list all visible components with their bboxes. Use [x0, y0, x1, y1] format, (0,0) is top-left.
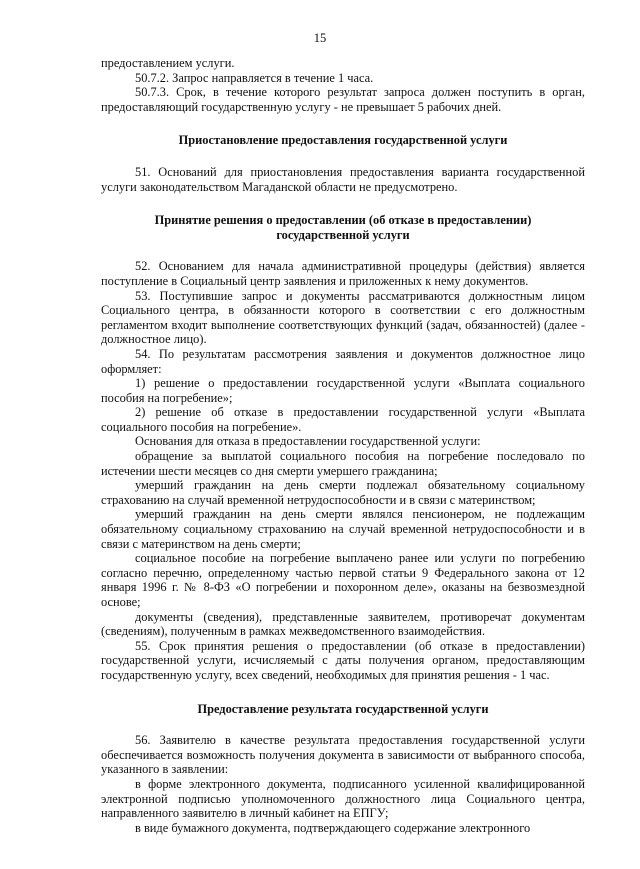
paragraph-55: 55. Срок принятия решения о предоставлении (об отказе в предоставлении) государственной услуги, исчисляемый с даты получения органом, предоставляющим государственную услугу, всех сведений, необходимых для принятия решения - 1 час.	[101, 638, 585, 682]
heading-result: Предоставление результата государственной услуги	[197, 701, 489, 716]
paragraph-56-item-2: в виде бумажного документа, подтверждающего содержание электронного	[135, 820, 531, 835]
paragraph-ground-1: обращение за выплатой социального пособия на погребение последовало по истечении шести месяцев со дня смерти умершего гражданина;	[101, 449, 585, 478]
paragraph-50-7-2: 50.7.2. Запрос направляется в течение 1 часа.	[135, 70, 374, 85]
paragraph-54-item-1: 1) решение о предоставлении государственной услуги «Выплата социального пособия на погребение»;	[101, 376, 585, 405]
paragraph-refusal-grounds: Основания для отказа в предоставлении государственной услуги:	[135, 434, 481, 449]
paragraph-ground-4: социальное пособие на погребение выплачено ранее или услуги по погребению согласно перечню, определенному частью первой статьи 9 Федерального закона от 12 января 1996 г. № 8-ФЗ «О погребении и похоронном деле», оказаны на безвозмездной основе;	[101, 551, 585, 609]
paragraph-54-item-2: 2) решение об отказе в предоставлении государственной услуги «Выплата социального пособия на погребение».	[101, 405, 585, 434]
paragraph-ground-5: документы (сведения), представленные заявителем, противоречат документам (сведениям), полученным в рамках межведомственного взаимодействия.	[101, 609, 585, 639]
heading-decision-wrap	[101, 213, 585, 242]
paragraph-51: 51. Оснований для приостановления предоставления варианта государственной услуги законодательством Магаданской области не предусмотрено.	[101, 164, 585, 194]
paragraph-ground-2: умерший гражданин на день смерти подлежал обязательному социальному страхованию на случай временной нетрудоспособности и в связи с материнством;	[101, 478, 585, 507]
paragraph-50-7-3: 50.7.3. Срок, в течение которого результат запроса должен поступить в орган, предоставляющий государственную услугу - не превышает 5 рабочих дней.	[101, 85, 585, 114]
paragraph-54: 54. По результатам рассмотрения заявления и документов должностное лицо оформляет:	[101, 346, 585, 376]
paragraph-56-item-1: в форме электронного документа, подписанного усиленной квалифицированной электронной подписью уполномоченного должностного лица Социального центра, направленного заявителю в личный кабинет на ЕПГУ;	[101, 776, 585, 821]
document-body	[101, 56, 585, 835]
heading-decision: Принятие решения о предоставлении (об отказе в предоставлении) государственной услуги	[154, 213, 532, 242]
paragraph-52: 52. Основанием для начала административной процедуры (действия) является поступление в Социальный центр заявления и приложенных к нему документов.	[101, 259, 585, 288]
page-number: 15	[313, 31, 327, 45]
heading-suspension: Приостановление предоставления государственной услуги	[178, 133, 508, 148]
paragraph-56: 56. Заявителю в качестве результата предоставления государственной услуги обеспечивается возможность получения документа в зависимости от выбранного способа, указанного в заявлении:	[101, 733, 585, 777]
paragraph-53: 53. Поступившие запрос и документы рассматриваются должностным лицом Социального центра, в обязанности которого в соответствии с его должностным регламентом входит выполнение соответствующих функций (задач, обязанностей) (далее - должностное лицо).	[101, 288, 585, 347]
paragraph-continuation: предоставлением услуги.	[101, 56, 235, 70]
paragraph-ground-3: умерший гражданин на день смерти являлся пенсионером, не подлежащим обязательному социальному страхованию на случай временной нетрудоспособности и в связи с материнством на день смерти;	[101, 507, 585, 551]
